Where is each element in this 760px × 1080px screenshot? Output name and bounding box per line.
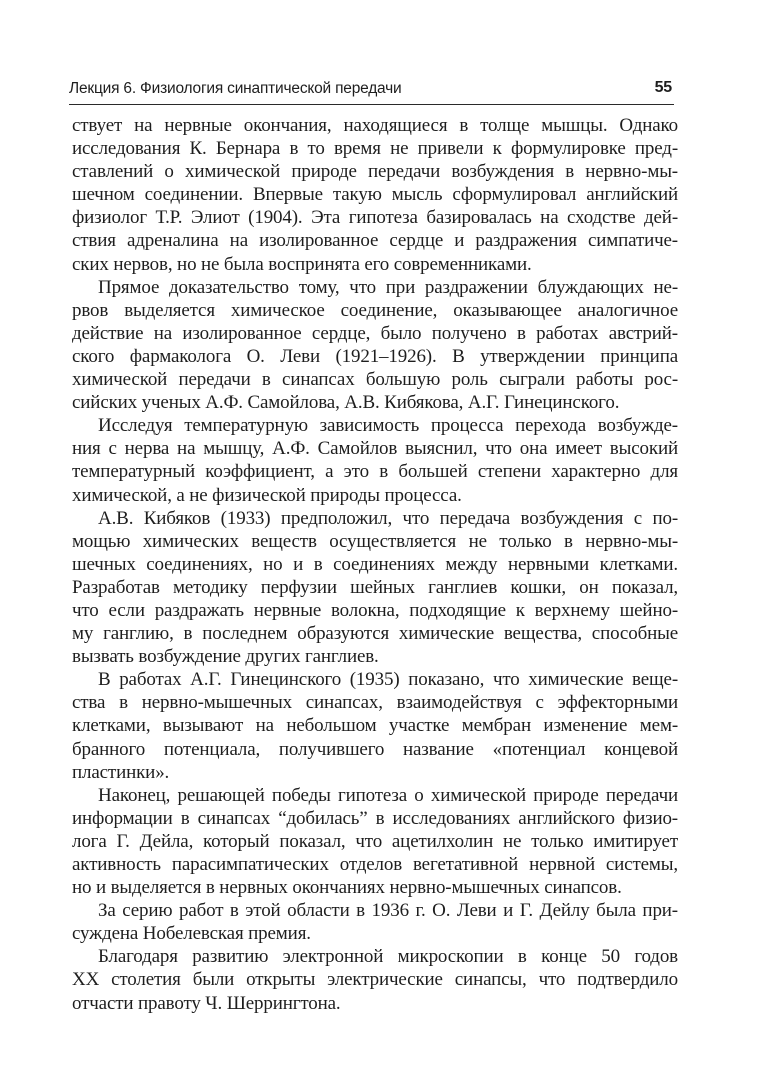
text-line: ских нервов, но не была воспринята его современниками. [72,253,532,275]
text-line: Исследуя температурную зависимость процесса перехода возбужде- [98,415,678,437]
text-line: вызвать возбуждение других ганглиев. [72,646,379,668]
text-line: ского фармаколога О. Леви (1921–1926). В утверждении принципа [72,345,678,367]
text-line: исследования К. Бернара в то время не привели к формулировке пред- [72,138,678,160]
text-line: Наконец, решающей победы гипотеза о химической природе передачи [98,784,678,806]
text-line: что если раздражать нервные волокна, подходящие к верхнему шейно- [72,599,678,621]
paragraph [72,414,678,506]
text-line: температурный коэффициент, а это в большей степени характерно для [72,461,678,483]
text-line: химической, а не физической природы процесса. [72,484,462,506]
text-line: клетками, вызывают на небольшом участке мембран изменение мем- [72,715,678,737]
text-line: ствует на нервные окончания, находящиеся в толще мышцы. Однако [72,115,678,136]
paragraph [72,899,678,945]
text-line: шечных соединениях, но и в соединениях между нервными клетками. [72,553,678,575]
text-line: Благодаря развитию электронной микроскопии в конце 50 годов [98,946,678,968]
text-line: но и выделяется в нервных окончаниях нервно-мышечных синапсов. [72,877,622,899]
text-line: А.В. Кибяков (1933) предположил, что передача возбуждения с по- [98,507,678,529]
text-line: За серию работ в этой области в 1936 г. О. Леви и Г. Дейлу была при- [98,900,678,922]
text-line: лога Г. Дейла, который показал, что ацетилхолин не только имитирует [72,830,678,852]
paragraph [72,784,678,899]
text-line: ствия адреналина на изолированное сердце и раздражения симпатиче- [72,230,678,252]
text-line: Разработав методику перфузии шейных ганглиев кошки, он показал, [72,576,678,598]
text-line: Прямое доказательство тому, что при раздражении блуждающих не- [98,276,678,298]
text-line: суждена Нобелевская премия. [72,923,311,945]
paragraph [72,507,678,669]
paragraph [72,276,678,415]
text-line: активность парасимпатических отделов вегетативной нервной системы, [72,854,678,875]
text-line: ставлений о химической природе передачи возбуждения в нервно-мы- [72,161,678,183]
text-line: химической передачи в синапсах большую роль сыграли работы рос- [72,369,678,391]
text-line: XX столетия были открыты электрические синапсы, что подтвердило [72,969,678,991]
running-title: Лекция 6. Физиология синаптической передачи [69,80,402,97]
paragraph [72,668,678,783]
text-line: бранного потенциала, получившего название «потенциал концевой [72,738,678,760]
text-line: информации в синапсах “добилась” в исследованиях английского физио- [72,807,678,829]
text-line: мощью химических веществ осуществляется не только в нервно-мы- [72,530,678,552]
text-line: отчасти правоту Ч. Шеррингтона. [72,992,341,1014]
text-line: ства в нервно-мышечных синапсах, взаимодействуя с эффекторными [72,692,678,714]
paragraph [72,114,678,276]
text-line: ния с нерва на мышцу, А.Ф. Самойлов выяснил, что она имеет высокий [72,438,678,460]
text-line: рвов выделяется химическое соединение, оказывающее аналогичное [72,299,678,321]
text-line: физиолог Т.Р. Элиот (1904). Эта гипотеза базировалась на сходстве дей- [72,207,678,229]
text-line: сийских ученых А.Ф. Самойлова, А.В. Кибякова, А.Г. Гинецинского. [72,392,620,414]
text-line: пластинки». [72,761,170,783]
paragraph [72,945,678,1014]
running-header [69,78,674,105]
page-number: 55 [654,79,672,96]
text-line: му ганглию, в последнем образуются химические вещества, способные [72,623,678,645]
text-line: действие на изолированное сердце, было получено в работах австрий- [72,322,678,344]
text-line: В работах А.Г. Гинецинского (1935) показано, что химические веще- [98,669,678,691]
text-line: шечном соединении. Впервые такую мысль сформулировал английский [72,184,678,206]
body-text [72,114,678,1015]
